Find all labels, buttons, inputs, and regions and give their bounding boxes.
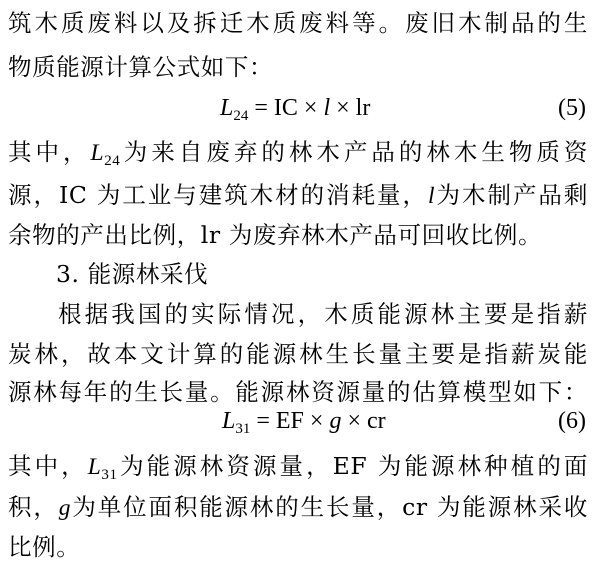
equation-number: (6) (558, 408, 586, 434)
formula-6 (0, 401, 600, 441)
paragraph-line: 筑木质废料以及拆迁木质废料等。废旧木制品的生 (8, 9, 588, 37)
formula-5 (0, 88, 600, 128)
paragraph-line: 余物的产出比例，lr 为废弃林木产品可回收比例。 (8, 221, 543, 249)
paragraph-line: 物质能源计算公式如下： (8, 53, 274, 81)
formula-expression: $L_{24}$ = IC × l × lr (220, 95, 371, 124)
paragraph-line: 根据我国的实际情况，木质能源林主要是指薪 (58, 300, 588, 328)
formula-expression: $L_{31}$ = EF × g × cr (222, 408, 386, 437)
paragraph-line: 其中，$L_{31}$为能源林资源量，EF 为能源林种植的面 (8, 452, 588, 483)
equation-number: (5) (558, 95, 586, 121)
paragraph-line: 其中，$L_{24}$为来自废弃的林木产品的林木生物质资 (8, 138, 588, 169)
paragraph-line: 源，IC 为工业与建筑木材的消耗量，l为木制产品剩 (8, 181, 588, 209)
paragraph-line: 炭林，故本文计算的能源林生长量主要是指薪炭能 (8, 340, 588, 368)
paragraph-line: 源林每年的生长量。能源林资源量的估算模型如下： (8, 378, 588, 406)
section-heading: 3. 能源林采伐 (56, 260, 209, 288)
paragraph-line: 积，g为单位面积能源林的生长量，cr 为能源林采收 (8, 493, 588, 521)
paragraph-line: 比例。 (8, 533, 81, 561)
